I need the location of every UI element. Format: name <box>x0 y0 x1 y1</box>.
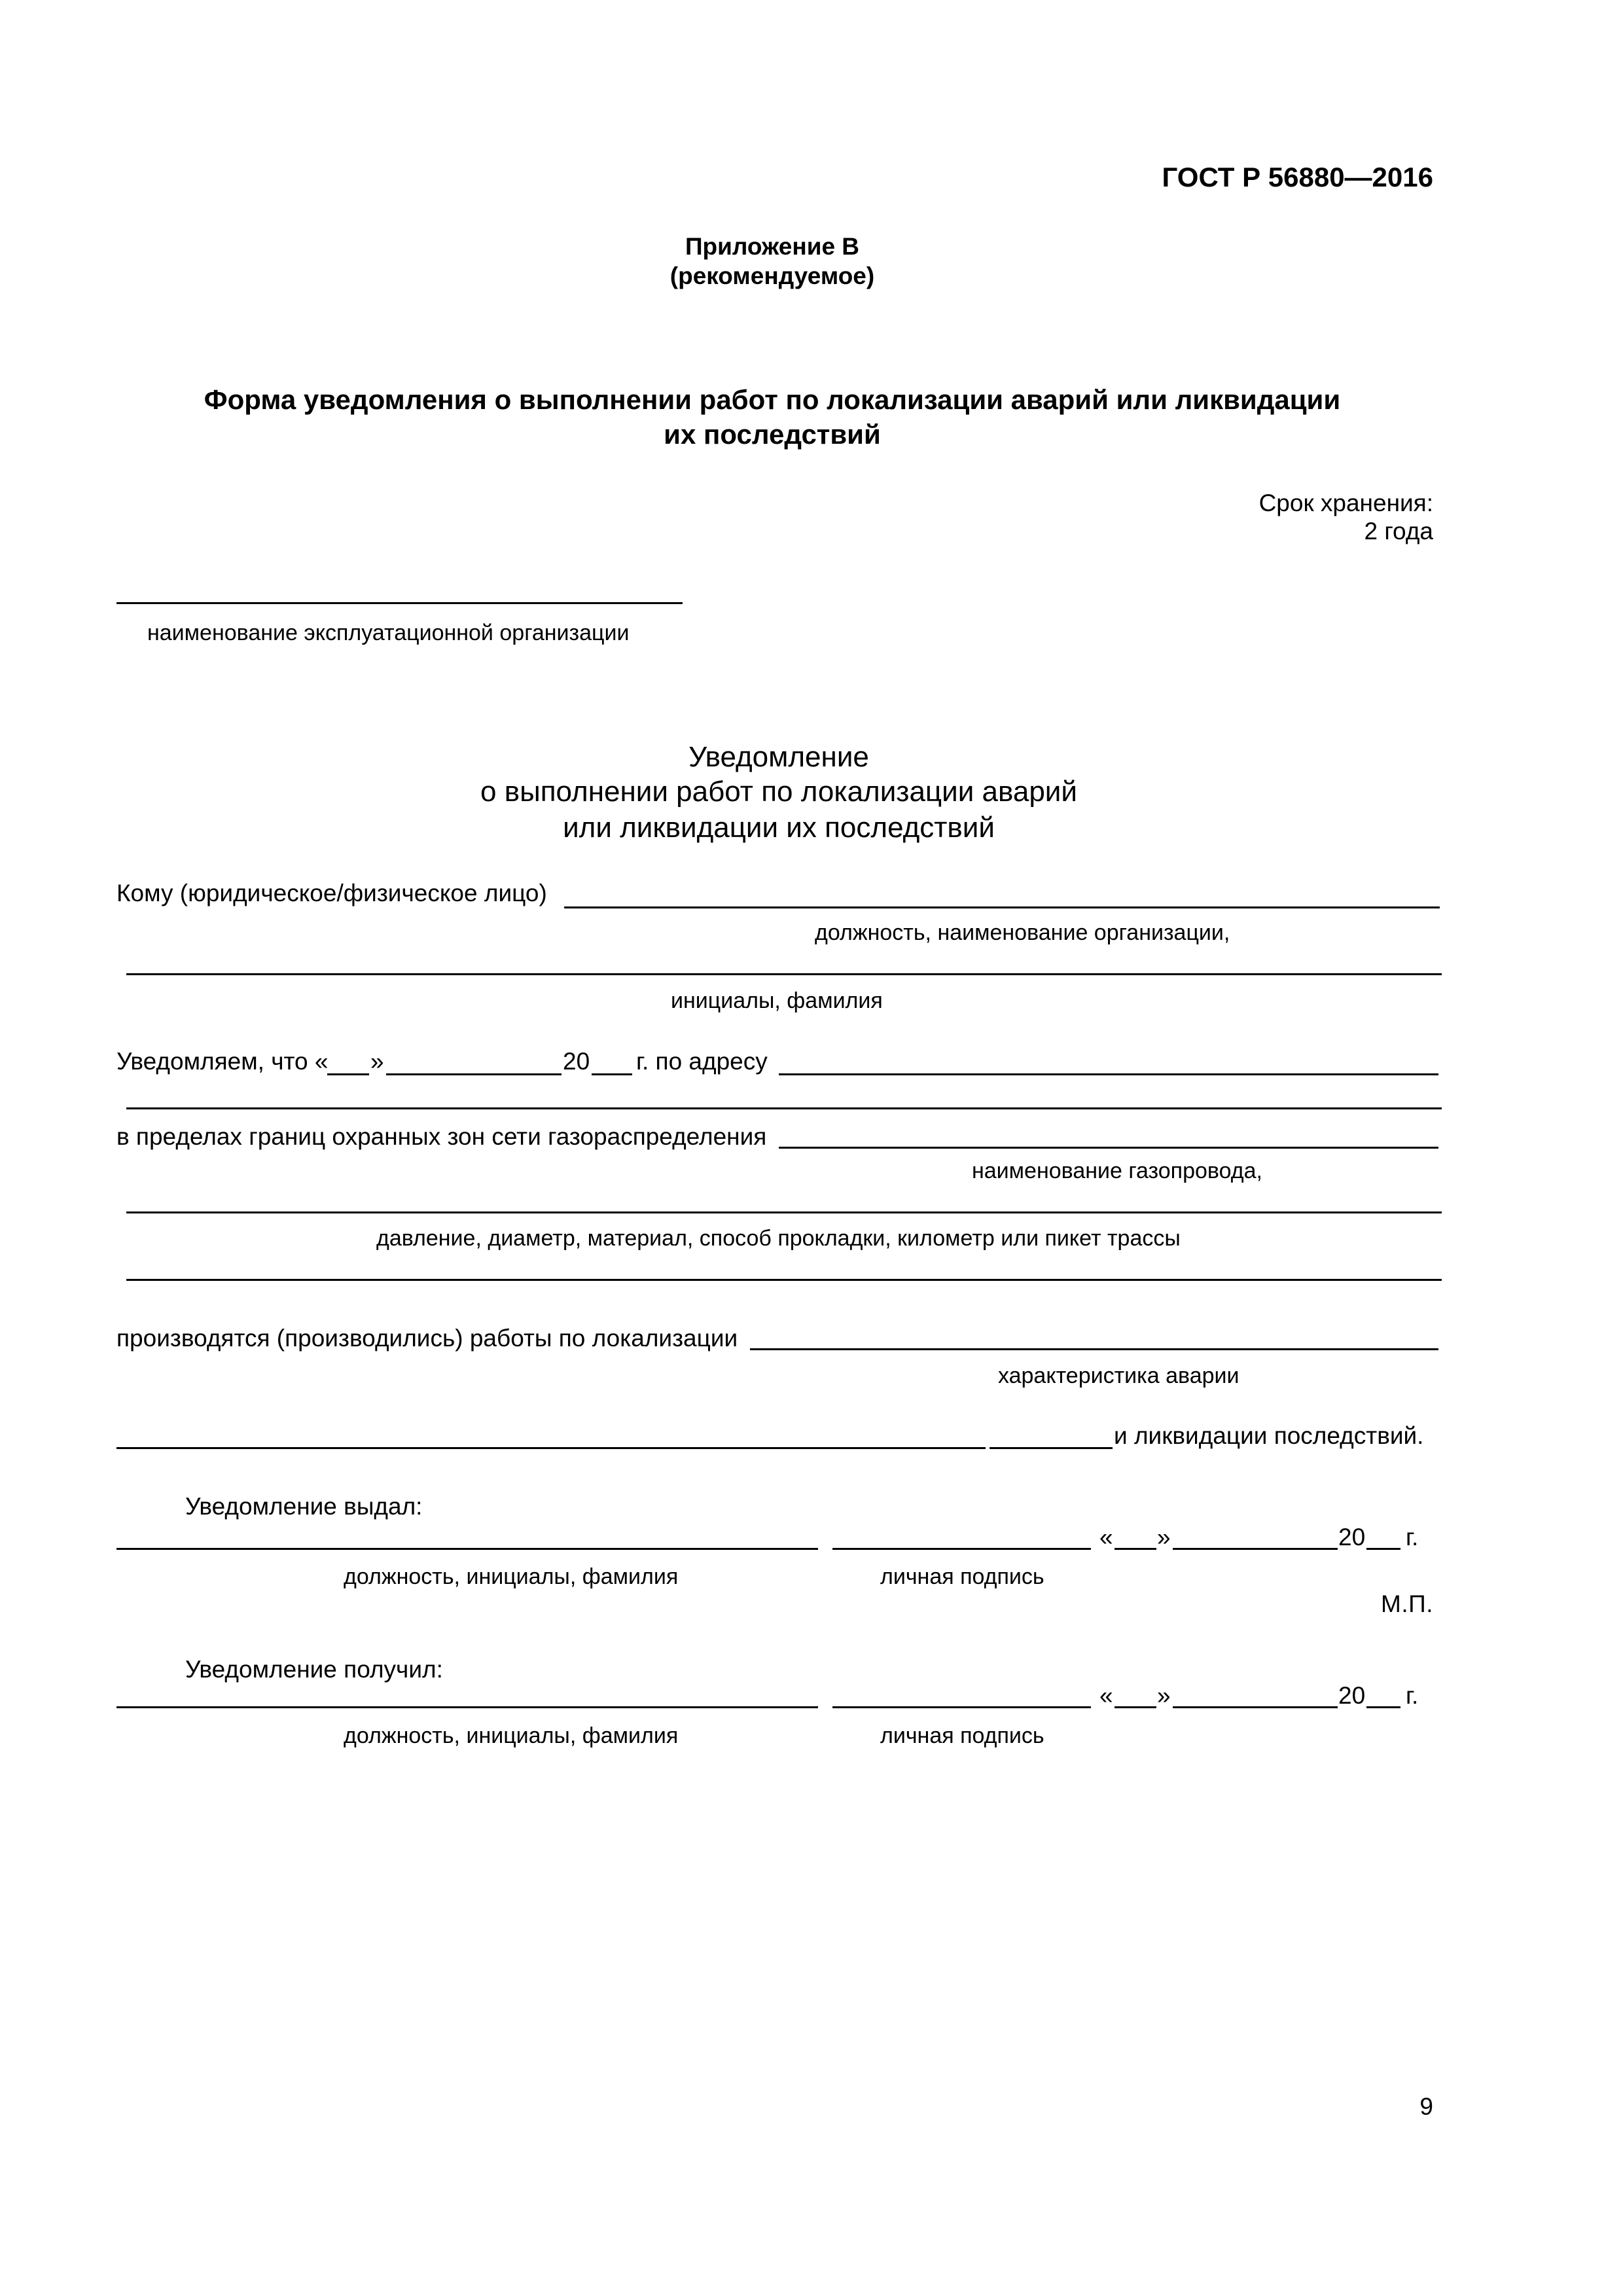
notify-prefix: Уведомляем, что « <box>116 1048 329 1075</box>
received-year-suffix: г. <box>1406 1682 1419 1709</box>
accident-line-end[interactable] <box>990 1447 1113 1449</box>
notify-year-prefix: 20 <box>563 1048 590 1075</box>
notify-day-line[interactable] <box>327 1073 369 1075</box>
issued-quote-open: « <box>1099 1524 1113 1551</box>
to-caption-position: должность, наименование организации, <box>815 920 1230 945</box>
pipeline-params-line[interactable] <box>126 1279 1442 1281</box>
received-day-line[interactable] <box>1115 1706 1156 1708</box>
page-number: 9 <box>1419 2093 1433 2120</box>
received-position-line[interactable] <box>116 1706 818 1708</box>
issued-position-line[interactable] <box>116 1548 818 1550</box>
elimination-suffix: и ликвидации последствий. <box>1114 1422 1424 1449</box>
issued-signature-caption: личная подпись <box>880 1564 1044 1589</box>
notice-title-line3: или ликвидации их последствий <box>563 812 995 844</box>
retention-period: 2 года <box>1364 518 1433 545</box>
zones-label: в пределах границ охранных зон сети газораспределения <box>116 1123 767 1150</box>
received-year-prefix: 20 <box>1338 1682 1366 1709</box>
received-position-caption: должность, инициалы, фамилия <box>344 1723 679 1748</box>
pipeline-line[interactable] <box>126 1211 1442 1213</box>
to-name-line[interactable] <box>126 973 1442 975</box>
issued-quote-close: » <box>1157 1524 1171 1551</box>
received-year-line[interactable] <box>1366 1706 1400 1708</box>
accident-caption: характеристика аварии <box>998 1363 1240 1388</box>
issued-position-caption: должность, инициалы, фамилия <box>344 1564 679 1589</box>
notify-month-line[interactable] <box>386 1073 562 1075</box>
appendix-type: (рекомендуемое) <box>669 262 875 289</box>
org-name-line[interactable] <box>116 602 683 604</box>
notify-suffix: г. по адресу <box>636 1048 768 1075</box>
issued-year-suffix: г. <box>1406 1524 1419 1551</box>
received-quote-close: » <box>1157 1682 1171 1709</box>
retention-label: Срок хранения: <box>1258 490 1433 516</box>
notify-quote-close: » <box>370 1048 384 1075</box>
notify-year-line[interactable] <box>592 1073 632 1075</box>
pipeline-caption: наименование газопровода, <box>972 1158 1262 1183</box>
issued-signature-line[interactable] <box>832 1548 1091 1550</box>
issued-label: Уведомление выдал: <box>185 1493 423 1520</box>
zones-line[interactable] <box>779 1147 1438 1149</box>
received-signature-caption: личная подпись <box>880 1723 1044 1748</box>
notice-title-line2: о выполнении работ по локализации аварий <box>480 776 1077 808</box>
form-title-line2: их последствий <box>664 419 881 450</box>
notice-title-line1: Уведомление <box>688 741 869 773</box>
works-label: производятся (производились) работы по локализации <box>116 1325 738 1352</box>
to-caption-name: инициалы, фамилия <box>671 988 883 1013</box>
issued-year-line[interactable] <box>1366 1548 1400 1550</box>
org-name-caption: наименование эксплуатационной организации <box>147 620 630 645</box>
accident-line[interactable] <box>116 1447 986 1449</box>
received-month-line[interactable] <box>1173 1706 1338 1708</box>
received-signature-line[interactable] <box>832 1706 1091 1708</box>
appendix-label: Приложение В <box>685 233 860 260</box>
stamp-label: М.П. <box>1381 1590 1433 1617</box>
address-line-2[interactable] <box>126 1107 1442 1109</box>
works-line[interactable] <box>750 1348 1438 1350</box>
issued-day-line[interactable] <box>1115 1548 1156 1550</box>
to-label: Кому (юридическое/физическое лицо) <box>116 880 547 906</box>
issued-year-prefix: 20 <box>1338 1524 1366 1551</box>
received-quote-open: « <box>1099 1682 1113 1709</box>
to-line[interactable] <box>564 906 1440 908</box>
form-title-line1: Форма уведомления о выполнении работ по локализации аварий или ликвидации <box>204 384 1341 415</box>
address-line[interactable] <box>779 1073 1438 1075</box>
standard-number: ГОСТ Р 56880—2016 <box>1162 162 1433 192</box>
received-label: Уведомление получил: <box>185 1656 443 1683</box>
pipeline-params-caption: давление, диаметр, материал, способ прокладки, километр или пикет трассы <box>376 1226 1181 1251</box>
issued-month-line[interactable] <box>1173 1548 1338 1550</box>
